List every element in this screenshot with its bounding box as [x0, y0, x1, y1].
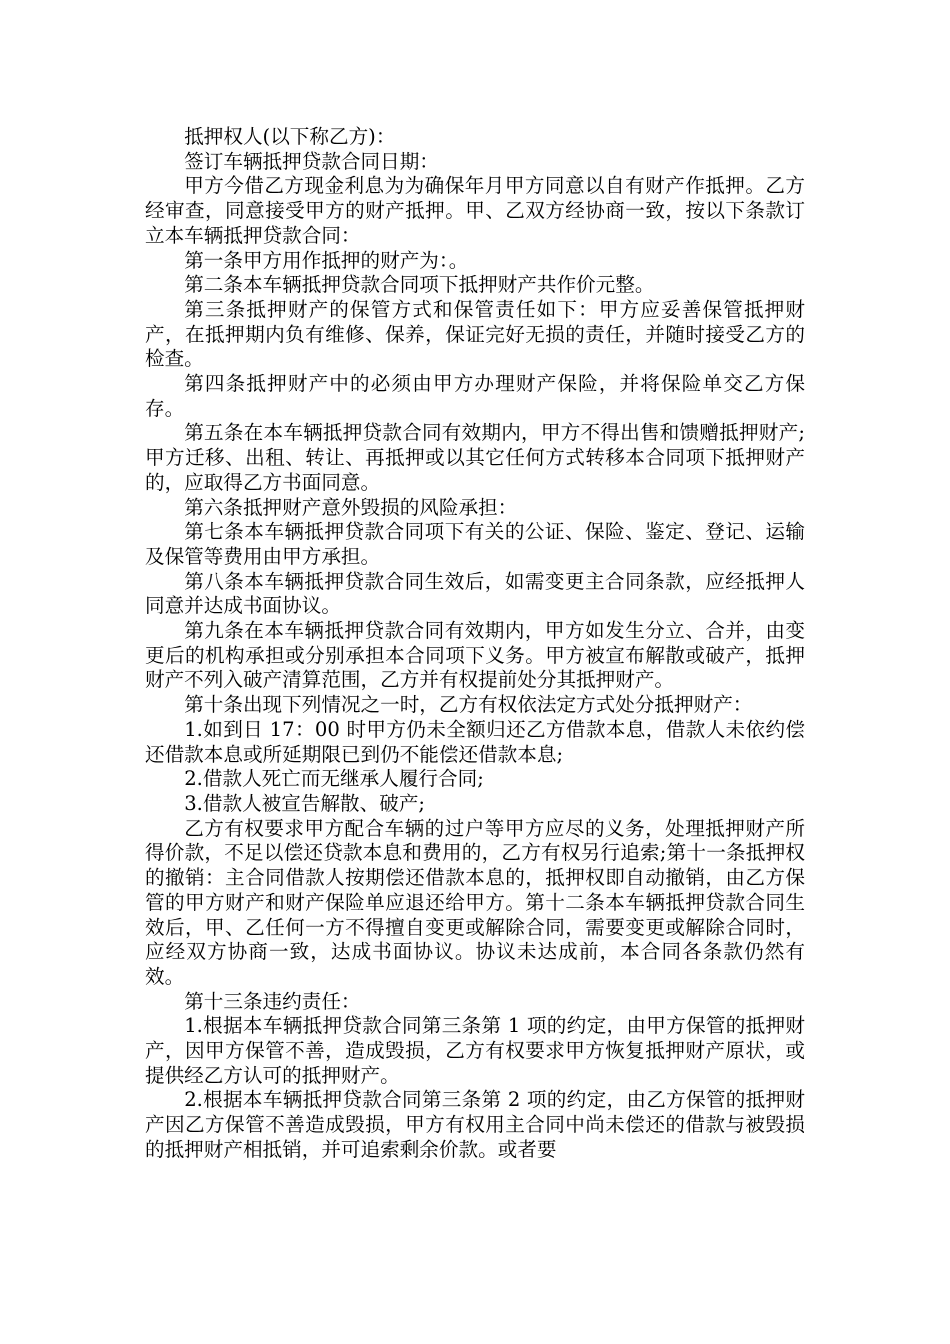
paragraph-article-13-item-1: 1.根据本车辆抵押贷款合同第三条第 1 项的约定，由甲方保管的抵押财产，因甲方保管不善，造成毁损，乙方有权要求甲方恢复抵押财产原状，或提供经乙方认可的抵押财产。	[145, 1014, 805, 1087]
paragraph-signing-date: 签订车辆抵押贷款合同日期：	[184, 149, 439, 173]
paragraph-article-4: 第四条抵押财产中的必须由甲方办理财产保险，并将保险单交乙方保存。	[145, 372, 805, 420]
list-item-2: 2.借款人死亡而无继承人履行合同;	[184, 767, 484, 791]
paragraph-article-6: 第六条抵押财产意外毁损的风险承担：	[184, 495, 518, 519]
paragraph-article-10: 第十条出现下列情况之一时，乙方有权依法定方式处分抵押财产：	[184, 693, 753, 717]
paragraph-article-3: 第三条抵押财产的保管方式和保管责任如下：甲方应妥善保管抵押财产，在抵押期内负有维修、保养，保证完好无损的责任，并随时接受乙方的检查。	[145, 297, 805, 371]
paragraph-article-2: 第二条本车辆抵押贷款合同项下抵押财产共作价元整。	[184, 273, 655, 297]
paragraph-mortgagee: 抵押权人(以下称乙方)：	[184, 125, 396, 148]
paragraph-article-13: 第十三条违约责任：	[184, 989, 361, 1013]
paragraph-article-7: 第七条本车辆抵押贷款合同项下有关的公证、保险、鉴定、登记、运输及保管等费用由甲方承担。	[145, 520, 805, 568]
list-item-3: 3.借款人被宣告解散、破产;	[184, 791, 426, 815]
paragraph-article-8: 第八条本车辆抵押贷款合同生效后，如需变更主合同条款，应经抵押人同意并达成书面协议。	[145, 569, 805, 618]
paragraph-article-1: 第一条甲方用作抵押的财产为：。	[184, 248, 469, 272]
paragraph-article-5: 第五条在本车辆抵押贷款合同有效期内，甲方不得出售和馈赠抵押财产;甲方迁移、出租、转让、再抵押或以其它任何方式转移本合同项下抵押财产的，应取得乙方书面同意。	[145, 421, 805, 494]
paragraph-article-9: 第九条在本车辆抵押贷款合同有效期内，甲方如发生分立、合并，由变更后的机构承担或分别承担本合同项下义务。甲方被宣布解散或破产，抵押财产不列入破产清算范围，乙方并有权提前处分其抵押财产。	[145, 619, 805, 692]
paragraph-article-13-item-2: 2.根据本车辆抵押贷款合同第三条第 2 项的约定，由乙方保管的抵押财产因乙方保管不善造成毁损，甲方有权用主合同中尚未偿还的借款与被毁损的抵押财产相抵销，并可追索剩余价款。或者要	[145, 1088, 805, 1161]
list-item-1: 1.如到日 17：00 时甲方仍未全额归还乙方借款本息，借款人未依约偿还借款本息或所延期限已到仍不能偿还借款本息;	[145, 717, 805, 766]
document-page	[145, 125, 805, 1163]
paragraph-preamble: 甲方今借乙方现金利息为为确保年月甲方同意以自有财产作抵押。乙方经审查，同意接受甲方的财产抵押。甲、乙双方经协商一致，按以下条款订立本车辆抵押贷款合同：	[145, 174, 805, 247]
paragraph-articles-11-12: 乙方有权要求甲方配合车辆的过户等甲方应尽的义务，处理抵押财产所得价款，不足以偿还贷款本息和费用的，乙方有权另行追索;第十一条抵押权的撤销：主合同借款人按期偿还借款本息的，抵押权即自动撤销，由乙方保管的甲方财产和财产保险单应退还给甲方。第十二条本车辆抵押贷款合同生效后，甲、乙任何一方不得擅自变更或解除合同，需要变更或解除合同时，应经双方协商一致，达成书面协议。协议未达成前，本合同各条款仍然有效。	[145, 816, 805, 988]
